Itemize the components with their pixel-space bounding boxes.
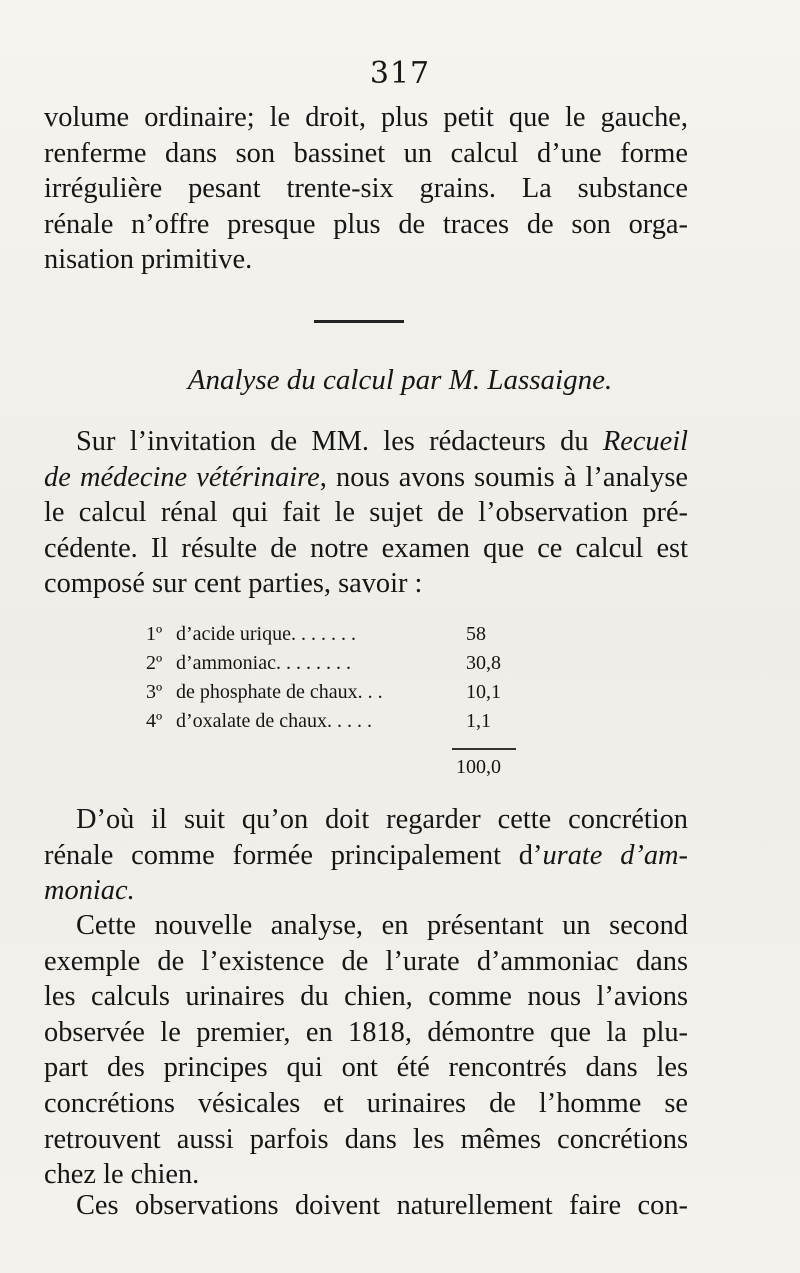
composition-table: [146, 620, 526, 736]
text-line: [44, 838, 688, 874]
text-line: D’où il suit qu’on doit regarder cette concrétion: [76, 804, 688, 835]
row-value: 1,1: [466, 710, 491, 732]
row-value: 10,1: [466, 681, 501, 703]
paragraph-4: [44, 908, 688, 1193]
text-line: cédente. Il résulte de notre examen que ce calcul est: [44, 532, 688, 564]
row-number: 4º: [146, 710, 163, 732]
text-span: Sur l’invitation de MM. les rédacteurs du: [76, 426, 603, 457]
page-number: 317: [369, 56, 431, 91]
text-line: rénale n’offre presque plus de traces de son orga-: [44, 208, 688, 240]
paragraph-2: [44, 424, 688, 602]
paragraph-5: [44, 1188, 688, 1224]
text-line: observée le premier, en 1818, démontre que la plu-: [44, 1016, 688, 1048]
row-number: 2º: [146, 652, 163, 674]
text-line: Ces observations doivent naturellement faire con-: [76, 1190, 688, 1221]
table-row: [146, 678, 526, 707]
text-line: [44, 424, 688, 460]
table-row: [146, 620, 526, 649]
row-value: 30,8: [466, 652, 501, 674]
text-line: [44, 460, 688, 496]
compound-name: moniac.: [44, 875, 135, 907]
row-number: 3º: [146, 681, 163, 703]
text-line: chez le chien.: [44, 1159, 200, 1191]
row-value: 58: [466, 623, 486, 645]
row-label: d’oxalate de chaux. . . . .: [176, 710, 373, 732]
table-row: [146, 707, 526, 736]
row-label: d’ammoniac. . . . . . . .: [176, 652, 351, 674]
section-divider: [314, 320, 404, 323]
text-line: concrétions vésicales et urinaires de l’homme se: [44, 1087, 688, 1119]
row-label: de phosphate de chaux. . .: [176, 681, 383, 703]
text-span: rénale comme formée principalement d’: [44, 839, 543, 871]
row-number: 1º: [146, 623, 163, 645]
text-line: le calcul rénal qui fait le sujet de l’observation pré-: [44, 497, 688, 529]
text-line: nisation primitive.: [44, 244, 253, 276]
text-line: exemple de l’existence de l’urate d’ammoniac dans: [44, 945, 688, 977]
table-row: [146, 649, 526, 678]
text-line: Cette nouvelle analyse, en présentant un second: [76, 910, 688, 941]
compound-name: urate d’am-: [542, 839, 689, 871]
text-span: , nous avons soumis à l’analyse: [319, 461, 688, 493]
journal-title: Recueil: [602, 426, 688, 457]
text-line: [44, 873, 688, 909]
total-value: 100,0: [456, 756, 501, 778]
paragraph-1: [44, 100, 688, 278]
paragraph-3: [44, 802, 688, 909]
text-line: irrégulière pesant trente-six grains. La substance: [44, 173, 688, 205]
text-line: retrouvent aussi parfois dans les mêmes concrétions: [44, 1123, 688, 1155]
text-line: composé sur cent parties, savoir :: [44, 568, 423, 600]
section-heading: Analyse du calcul par M. Lassaigne.: [187, 364, 613, 396]
text-line: les calculs urinaires du chien, comme nous l’avions: [44, 981, 688, 1013]
row-label: d’acide urique. . . . . . .: [176, 623, 356, 645]
text-line: volume ordinaire; le droit, plus petit que le gauche,: [44, 102, 688, 133]
journal-title: de médecine vétérinaire: [44, 461, 320, 493]
text-line: renferme dans son bassinet un calcul d’une forme: [44, 137, 688, 169]
sum-rule: [452, 748, 516, 750]
text-line: part des principes qui ont été rencontrés dans les: [44, 1052, 688, 1084]
